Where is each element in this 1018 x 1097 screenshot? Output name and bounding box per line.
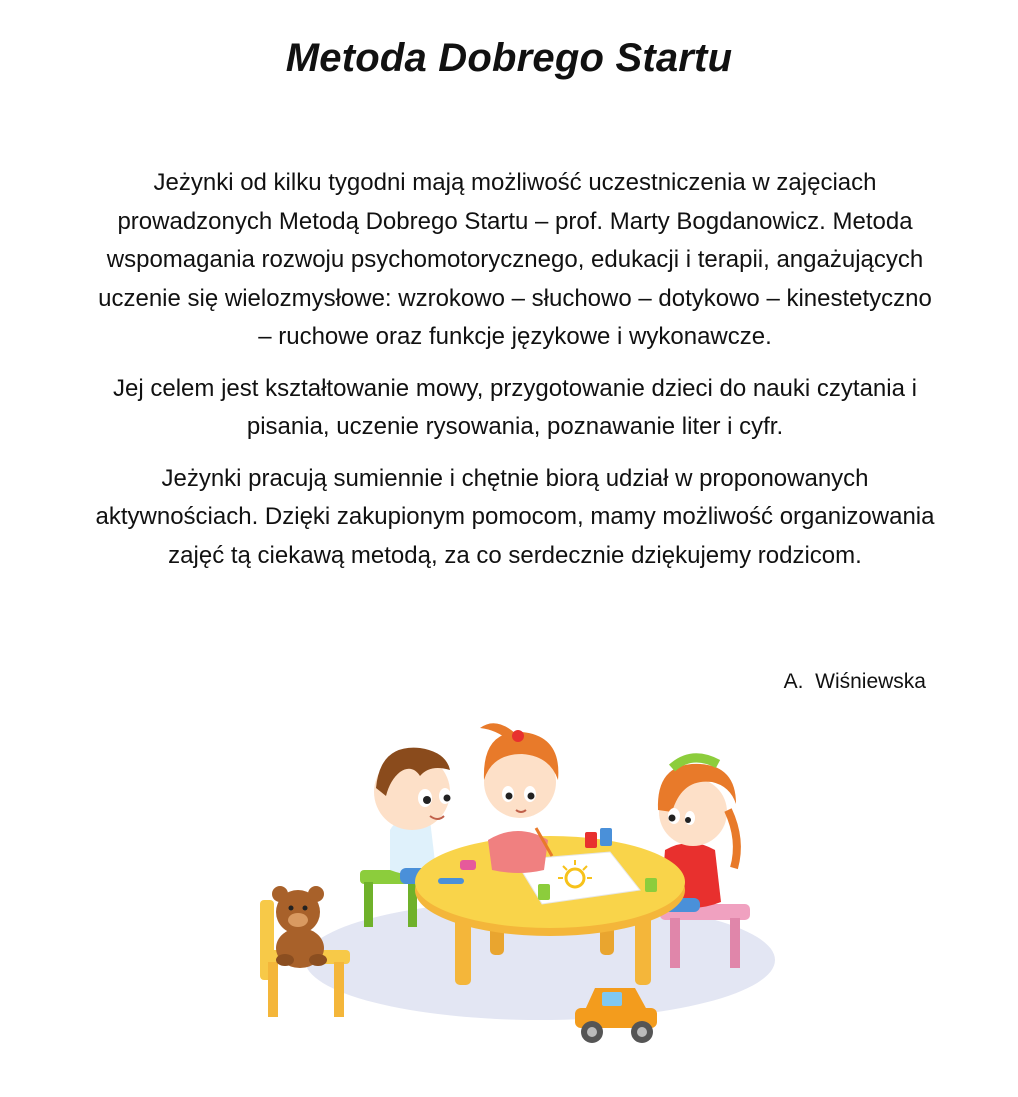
teddy-bear-on-chair [260,886,350,1017]
paragraph-goals: Jej celem jest kształtowanie mowy, przygotowanie dzieci do nauki czytania i pisania, uczenie rysowania, poznawanie liter i cyfr. [113,374,917,440]
author-signature: A. Wiśniewska [783,670,926,693]
paragraph-thanks: Jeżynki pracują sumiennie i chętnie biorą udział w proponowanych aktywnościach. Dzięki zakupionym pomocom, mamy możliwość organizowania zajęć tą ciekawą metodą, za co serdecznie dziękujemy rodzicom. [95,464,935,569]
article-body [95,164,935,588]
paragraph-intro: Jeżynki od kilku tygodni mają możliwość uczestniczenia w zajęciach prowadzonych Metodą Dobrego Startu – prof. Marty Bogdanowicz. Metoda wspomagania rozwoju psychomotorycznego, edukacji i terapii, angażujących uczenie się wielozmysłowe: wzrokowo – słuchowo – dotykowo – kinestetyczno – ruchowe oraz funkcje językowe i wykonawcze. [98,169,932,350]
page-title: Metoda Dobrego Startu [285,36,733,80]
children-drawing-at-table-illustration [240,710,780,1060]
